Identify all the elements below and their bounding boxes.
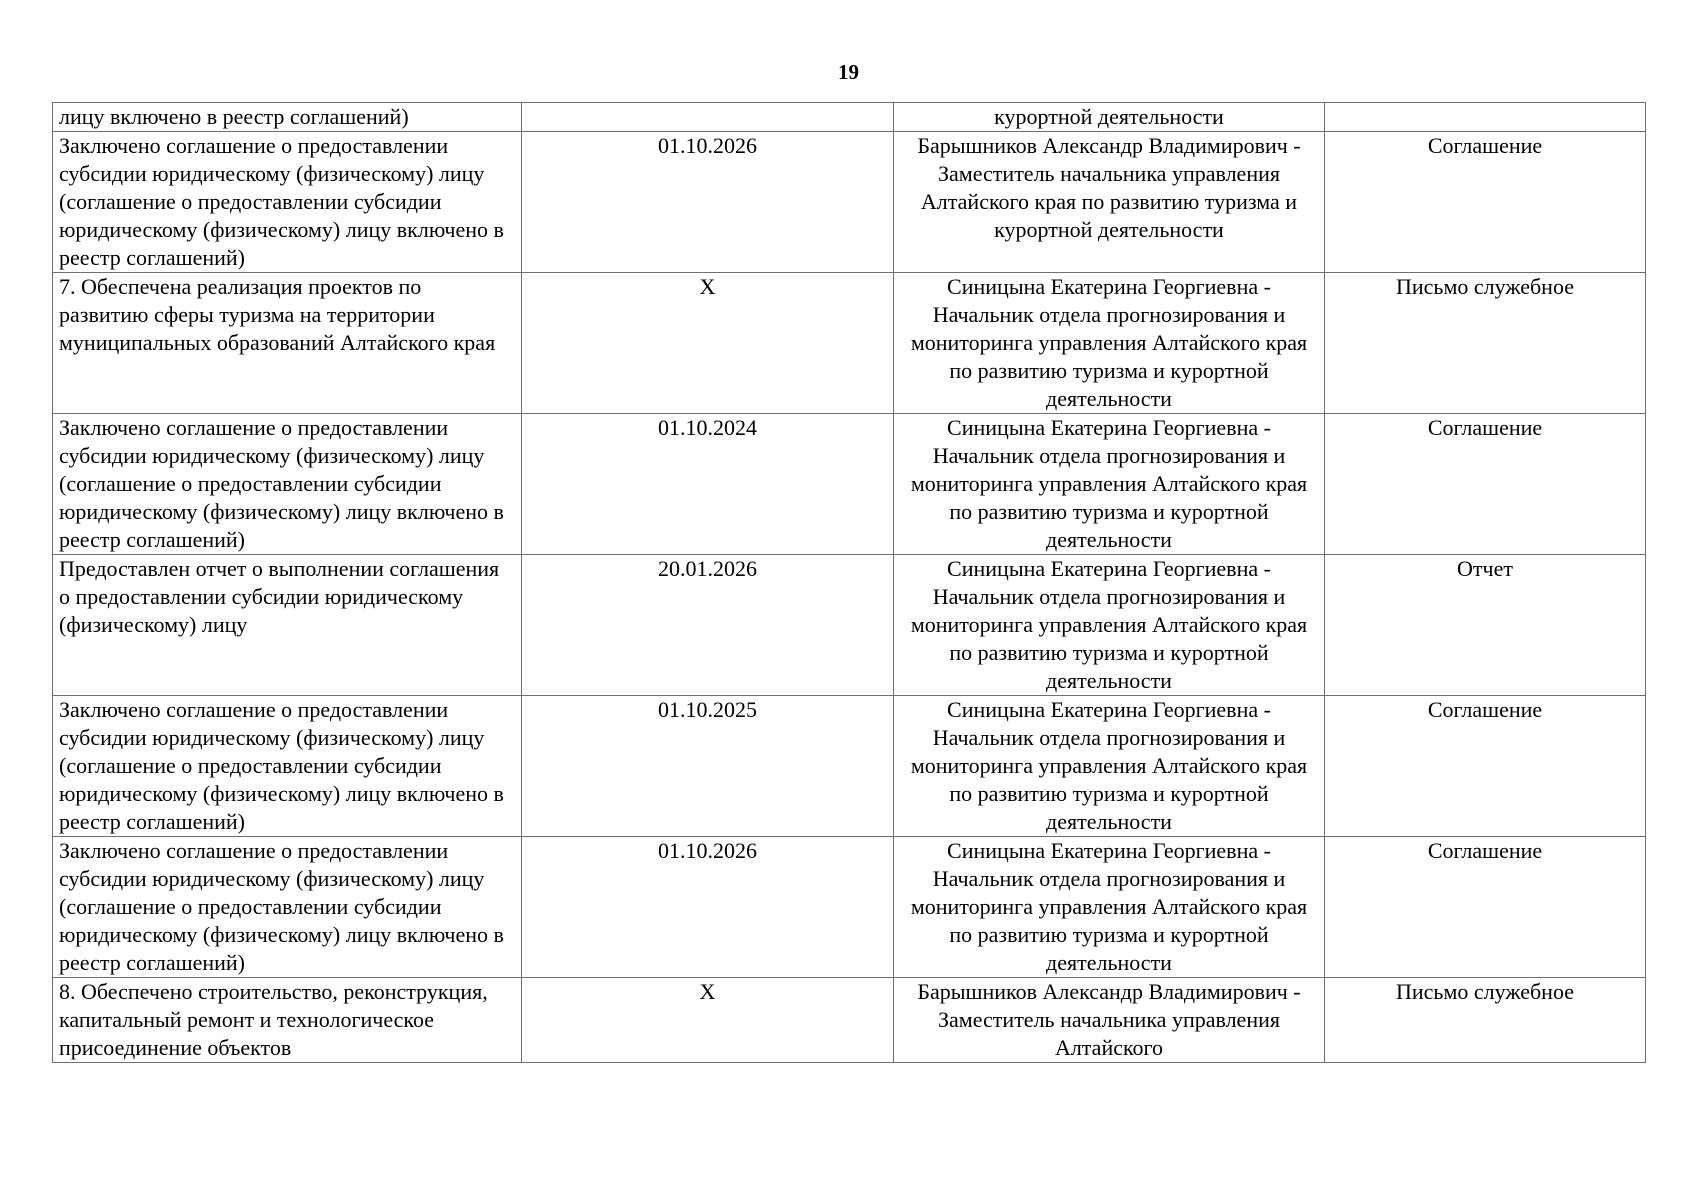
date-cell: X <box>522 273 894 414</box>
document-cell: Письмо служебное <box>1325 273 1646 414</box>
table-row <box>53 103 1646 132</box>
event-cell: 8. Обеспечено строительство, реконструкция, капитальный ремонт и технологическое присоединение объектов <box>53 978 522 1063</box>
table-row <box>53 132 1646 273</box>
date-cell: X <box>522 978 894 1063</box>
event-cell: Предоставлен отчет о выполнении соглашения о предоставлении субсидии юридическому (физическому) лицу <box>53 555 522 696</box>
date-cell: 20.01.2026 <box>522 555 894 696</box>
event-cell: 7. Обеспечена реализация проектов по развитию сферы туризма на территории муниципальных образований Алтайского края <box>53 273 522 414</box>
responsible-cell: Синицына Екатерина Георгиевна - Начальник отдела прогнозирования и мониторинга управления Алтайского края по развитию туризма и курортной деятельности <box>894 555 1325 696</box>
responsible-cell: Синицына Екатерина Георгиевна - Начальник отдела прогнозирования и мониторинга управления Алтайского края по развитию туризма и курортной деятельности <box>894 696 1325 837</box>
table-row <box>53 414 1646 555</box>
table-row <box>53 273 1646 414</box>
document-cell: Отчет <box>1325 555 1646 696</box>
table-row <box>53 696 1646 837</box>
responsible-cell: Барышников Александр Владимирович - Заместитель начальника управления Алтайского <box>894 978 1325 1063</box>
date-cell: 01.10.2026 <box>522 132 894 273</box>
event-cell: Заключено соглашение о предоставлении субсидии юридическому (физическому) лицу (соглашение о предоставлении субсидии юридическому (физическому) лицу включено в реестр соглашений) <box>53 414 522 555</box>
document-cell: Письмо служебное <box>1325 978 1646 1063</box>
event-cell: Заключено соглашение о предоставлении субсидии юридическому (физическому) лицу (соглашение о предоставлении субсидии юридическому (физическому) лицу включено в реестр соглашений) <box>53 837 522 978</box>
document-table <box>52 102 1646 1063</box>
document-cell: Соглашение <box>1325 837 1646 978</box>
document-cell: Соглашение <box>1325 132 1646 273</box>
page-number: 19 <box>838 60 859 84</box>
responsible-cell: Синицына Екатерина Георгиевна - Начальник отдела прогнозирования и мониторинга управления Алтайского края по развитию туризма и курортной деятельности <box>894 273 1325 414</box>
date-cell <box>522 103 894 132</box>
table-row <box>53 978 1646 1063</box>
responsible-cell: Синицына Екатерина Георгиевна - Начальник отдела прогнозирования и мониторинга управления Алтайского края по развитию туризма и курортной деятельности <box>894 414 1325 555</box>
document-cell: Соглашение <box>1325 696 1646 837</box>
date-cell: 01.10.2025 <box>522 696 894 837</box>
event-cell: лицу включено в реестр соглашений) <box>53 103 522 132</box>
document-cell <box>1325 103 1646 132</box>
event-cell: Заключено соглашение о предоставлении субсидии юридическому (физическому) лицу (соглашение о предоставлении субсидии юридическому (физическому) лицу включено в реестр соглашений) <box>53 132 522 273</box>
date-cell: 01.10.2024 <box>522 414 894 555</box>
responsible-cell: курортной деятельности <box>894 103 1325 132</box>
responsible-cell: Синицына Екатерина Георгиевна - Начальник отдела прогнозирования и мониторинга управления Алтайского края по развитию туризма и курортной деятельности <box>894 837 1325 978</box>
document-cell: Соглашение <box>1325 414 1646 555</box>
responsible-cell: Барышников Александр Владимирович - Заместитель начальника управления Алтайского края по развитию туризма и курортной деятельности <box>894 132 1325 273</box>
event-cell: Заключено соглашение о предоставлении субсидии юридическому (физическому) лицу (соглашение о предоставлении субсидии юридическому (физическому) лицу включено в реестр соглашений) <box>53 696 522 837</box>
date-cell: 01.10.2026 <box>522 837 894 978</box>
table-row <box>53 555 1646 696</box>
table-row <box>53 837 1646 978</box>
